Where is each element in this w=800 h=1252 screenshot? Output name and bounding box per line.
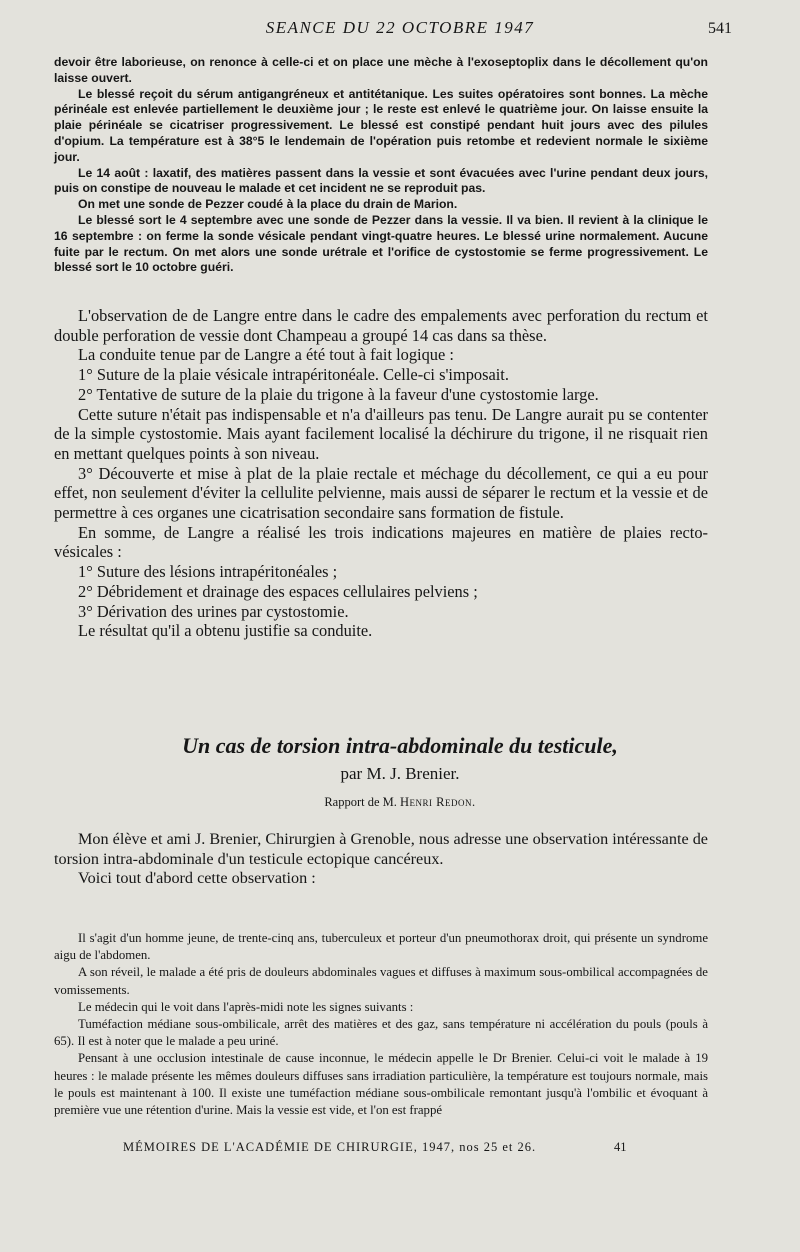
page-number: 541 <box>708 20 732 37</box>
paragraph: Voici tout d'abord cette observation : <box>78 869 316 888</box>
paragraph: En somme, de Langre a réalisé les trois indications majeures en matière de plaies recto-vésicales : <box>54 522 708 562</box>
article-byline: par M. J. Brenier. <box>340 764 460 783</box>
paragraph: Le blessé reçoit du sérum antigangréneux et antitétanique. Les suites opératoires sont bonnes. La mèche périnéale est enlevée partiellement le deuxième jour ; le reste est enlevé le quatrième jour. On laisse ensuite la plaie périnéale se cicatriser progressivement. Le blessé est constipé pendant huit jours avec des pilules d'opium. La température est à 38°5 le lendemain de l'opération puis retombe et redevient normale le sixième jour. <box>54 86 708 164</box>
page-footer <box>0 1140 800 1160</box>
paragraph: Pensant à une occlusion intestinale de cause inconnue, le médecin appelle le Dr Brenier. Celui-ci voit le malade à 19 heures : le malade présente les mêmes douleurs diffuses sans irradiation particulière, la température est toujours normale, mais le pouls est maintenant à 100. Il existe une tuméfaction médiane sous-ombilicale remontant jusqu'à l'ombilic et évoquant à première vue une rétention d'urine. Mais la vessie est vide, et l'on est frappé <box>54 1051 708 1118</box>
article-intro <box>54 830 708 889</box>
paragraph: A son réveil, le malade a été pris de douleurs abdominales vagues et diffuses à maximum sous-ombilical accompagnées de vomissements. <box>54 965 708 997</box>
case-report-continuation <box>54 55 708 276</box>
footer-citation: MÉMOIRES DE L'ACADÉMIE DE CHIRURGIE, 1947, nos 25 et 26. <box>123 1140 537 1154</box>
paragraph: L'observation de de Langre entre dans le cadre des empalements avec perforation du rectum et double perforation de vessie dont Champeau a groupé 14 cas dans sa thèse. <box>54 306 708 345</box>
article-title: Un cas de torsion intra-abdominale du testicule, <box>182 733 618 758</box>
rapport-prefix: Rapport de M. <box>324 795 397 809</box>
paragraph: Le résultat qu'il a obtenu justifie sa conduite. <box>78 621 373 641</box>
paragraph: 2° Débridement et drainage des espaces cellulaires pelviens ; <box>78 581 478 601</box>
paragraph: Tuméfaction médiane sous-ombilicale, arrêt des matières et des gaz, sans température ni accélération du pouls (pouls à 65). Il est à noter que le malade a peu uriné. <box>54 1017 708 1049</box>
paragraph: La conduite tenue par de Langre a été tout à fait logique : <box>78 345 454 365</box>
paragraph: Mon élève et ami J. Brenier, Chirurgien à Grenoble, nous adresse une observation intéressante de torsion intra-abdominale d'un testicule ectopique cancéreux. <box>54 830 708 868</box>
rapport-author: Henri Redon. <box>400 795 476 809</box>
commentary-section <box>54 306 708 641</box>
paragraph: Le médecin qui le voit dans l'après-midi note les signes suivants : <box>78 999 414 1014</box>
paragraph: 3° Découverte et mise à plat de la plaie rectale et méchage du décollement, ce qui a eu pour effet, non seulement d'éviter la cellulite pelvienne, mais aussi de séparer le rectum et la vessie et de permettre à ces organes une cicatrisation secondaire sans formation de fistule. <box>54 463 708 523</box>
running-title: SEANCE DU 22 OCTOBRE 1947 <box>265 18 535 37</box>
observation-text <box>54 930 708 1119</box>
paragraph: 2° Tentative de suture de la plaie du trigone à la faveur d'une cystostomie large. <box>78 384 599 404</box>
paragraph: On met une sonde de Pezzer coudé à la place du drain de Marion. <box>78 197 458 212</box>
paragraph: 1° Suture des lésions intrapéritonéales ; <box>78 562 338 582</box>
rapport-line <box>0 795 800 810</box>
paragraph: 3° Dérivation des urines par cystostomie. <box>78 601 349 621</box>
paragraph: Il s'agit d'un homme jeune, de trente-cinq ans, tuberculeux et porteur d'un pneumothorax droit, qui présente un syndrome aigu de l'abdomen. <box>54 931 708 963</box>
paragraph: Le 14 août : laxatif, des matières passent dans la vessie et sont évacuées avec l'urine pendant deux jours, puis on constipe de nouveau le malade et cet incident ne se reproduit pas. <box>54 165 708 196</box>
paragraph: Cette suture n'était pas indispensable et n'a d'ailleurs pas tenu. De Langre aurait pu se contenter de la simple cystostomie. Mais ayant facilement localisé la déchirure du trigone, il ne risquait rien en mettant quelques points à son niveau. <box>54 404 708 463</box>
paragraph: 1° Suture de la plaie vésicale intrapéritonéale. Celle-ci s'imposait. <box>78 365 509 385</box>
signature-number: 41 <box>614 1140 627 1154</box>
paragraph: devoir être laborieuse, on renonce à celle-ci et on place une mèche à l'exoseptoplix dans le décollement qu'on laisse ouvert. <box>54 55 708 85</box>
paragraph: Le blessé sort le 4 septembre avec une sonde de Pezzer dans la vessie. Il va bien. Il revient à la clinique le 16 septembre : on ferme la sonde vésicale pendant vingt-quatre heures. Le blessé urine normalement. Aucune fuite par le rectum. On met alors une sonde urétrale et l'orifice de cystostomie se ferme progressivement. Le blessé sort le 10 octobre guéri. <box>54 212 708 275</box>
running-header <box>0 18 800 42</box>
